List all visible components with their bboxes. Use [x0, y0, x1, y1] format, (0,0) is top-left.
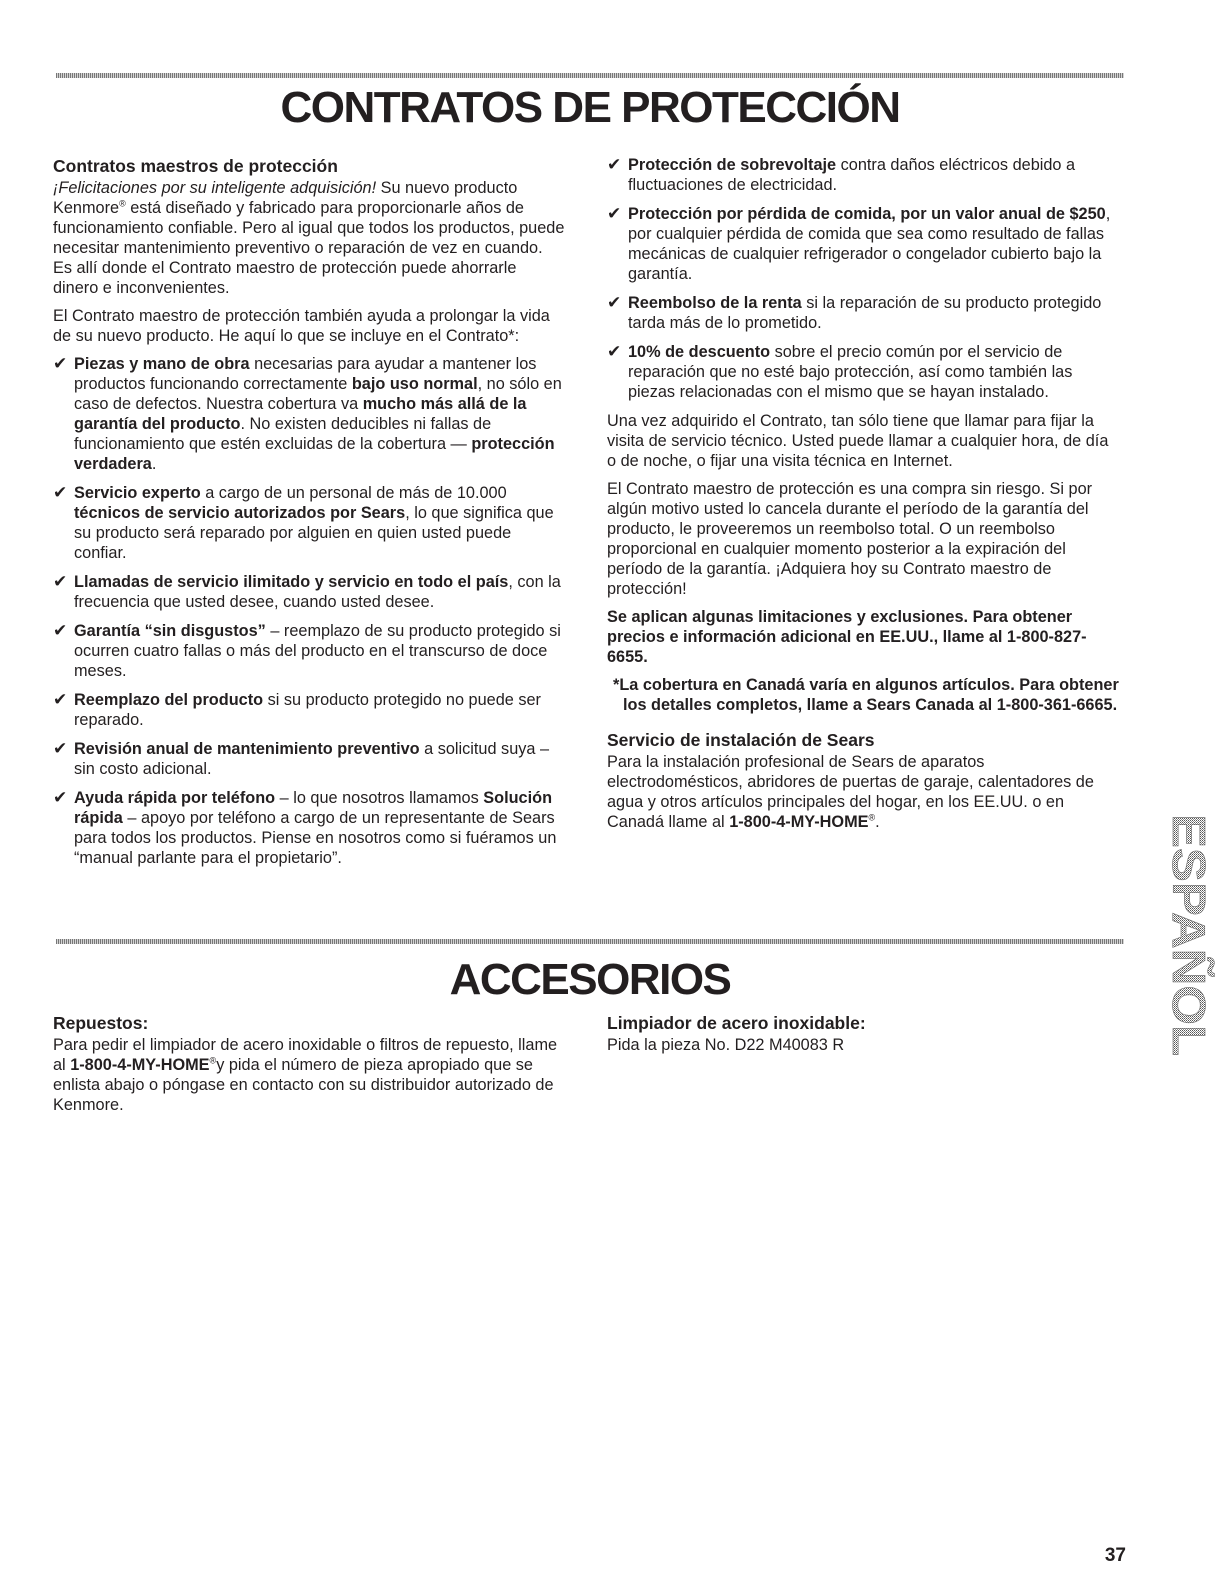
replacement-parts-heading: Repuestos:	[53, 1013, 149, 1033]
protection-left-column	[53, 155, 565, 877]
checkmark-icon: ✔	[607, 342, 622, 361]
side-tab-label: ESPAÑOL	[1163, 814, 1215, 1033]
checkmark-icon: ✔	[53, 788, 68, 807]
checkmark-icon: ✔	[53, 621, 68, 640]
accessories-right-column	[607, 1012, 1119, 1063]
list-item: ✔ Revisión anual de mantenimiento preventivo a solicitud suya – sin costo adicional.	[53, 739, 550, 778]
section-title-accessories: ACCESORIOS	[449, 955, 731, 1004]
coverage-list-continued	[607, 155, 1119, 402]
list-item: ✔ Llamadas de servicio ilimitado y servicio en todo el país, con la frecuencia que usted desee, cuando usted desee.	[53, 572, 561, 611]
coverage-list	[53, 354, 565, 868]
list-item: ✔ Protección por pérdida de comida, por un valor anual de $250, por cualquier pérdida de comida que sea como resultado de fallas mecánicas de cualquier refrigerador o congelador cubierto bajo la garantía.	[607, 204, 1111, 283]
installation-heading: Servicio de instalación de Sears	[607, 730, 875, 750]
risk-free-paragraph: El Contrato maestro de protección es una compra sin riesgo. Si por algún motivo usted lo cancela durante el período de la garantía del producto, le proveeremos un reembolso total. O un reembolso proporcional en cualquier momento posterior a la expiración del período de la garantía. ¡Adquiera hoy su Contrato maestro de protección!	[607, 480, 1093, 598]
intro-paragraph: ¡Felicitaciones por su inteligente adquisición! Su nuevo producto Kenmore® está diseñado y fabricado para proporcionarle años de funcionamiento confiable. Pero al igual que todos los productos, puede necesitar mantenimiento preventivo o reparación de vez en cuando. Es allí donde el Contrato maestro de protección puede ahorrarle dinero e inconvenientes.	[53, 179, 565, 297]
checkmark-icon: ✔	[53, 690, 68, 709]
list-item: ✔ Garantía “sin disgustos” – reemplazo de su producto protegido si ocurren cuatro fallas o más del producto en el transcurso de doce meses.	[53, 621, 561, 680]
limitations-note: Se aplican algunas limitaciones y exclusiones. Para obtener precios e información adicional en EE.UU., llame al 1-800-827-6655.	[607, 608, 1087, 666]
protection-right-column	[607, 155, 1119, 840]
checkmark-icon: ✔	[53, 572, 68, 591]
checkmark-icon: ✔	[53, 354, 68, 373]
canada-note: *La cobertura en Canadá varía en algunos artículos. Para obtener los detalles completos, llame a Sears Canada al 1-800-361-6665.	[613, 676, 1119, 714]
checkmark-icon: ✔	[53, 483, 68, 502]
master-contracts-heading: Contratos maestros de protección	[53, 156, 338, 176]
list-item: ✔ Reemplazo del producto si su producto protegido no puede ser reparado.	[53, 690, 541, 729]
stainless-cleaner-part: Pida la pieza No. D22 M40083 R	[607, 1036, 845, 1054]
checkmark-icon: ✔	[607, 293, 622, 312]
list-item: ✔ Protección de sobrevoltaje contra daños eléctricos debido a fluctuaciones de electricidad.	[607, 155, 1076, 194]
list-item: ✔ Ayuda rápida por teléfono – lo que nosotros llamamos Solución rápida – apoyo por teléfono a cargo de un representante de Sears para todos los productos. Piense en nosotros como si fuéramos un “manual parlante para el propietario”.	[53, 788, 557, 867]
page-number: 37	[1104, 1545, 1126, 1566]
stainless-cleaner-heading: Limpiador de acero inoxidable:	[607, 1013, 866, 1033]
installation-paragraph: Para la instalación profesional de Sears de aparatos electrodomésticos, abridores de puertas de garaje, calentadores de agua y otros artículos principales del hogar, en los EE.UU. o en Canadá llame al 1-800-4-MY-HOME®.	[607, 753, 1094, 831]
list-item: ✔ 10% de descuento sobre el precio común por el servicio de reparación que no esté bajo protección, así como también las piezas relacionadas con el mismo que se hayan instalado.	[607, 342, 1073, 401]
list-item: ✔ Piezas y mano de obra necesarias para ayudar a mantener los productos funcionando correctamente bajo uso normal, no sólo en caso de defectos. Nuestra cobertura va mucho más allá de la garantía del producto. No existen deducibles ni fallas de funcionamiento que estén excluidas de la cobertura — protección verdadera.	[53, 354, 562, 473]
checkmark-icon: ✔	[607, 155, 622, 174]
middle-divider	[56, 939, 1124, 944]
includes-paragraph: El Contrato maestro de protección también ayuda a prolongar la vida de su nuevo producto. He aquí lo que se incluye en el Contrato*:	[53, 307, 550, 345]
checkmark-icon: ✔	[53, 739, 68, 758]
list-item: ✔ Reembolso de la renta si la reparación de su producto protegido tarda más de lo prometido.	[607, 293, 1102, 332]
checkmark-icon: ✔	[607, 204, 622, 223]
call-paragraph: Una vez adquirido el Contrato, tan sólo tiene que llamar para fijar la visita de servicio técnico. Usted puede llamar a cualquier hora, de día o de noche, o fijar una visita técnica en Internet.	[607, 412, 1109, 470]
accessories-left-column	[53, 1012, 565, 1123]
language-side-tab	[1129, 810, 1215, 1060]
list-item: ✔ Servicio experto a cargo de un personal de más de 10.000 técnicos de servicio autorizados por Sears, lo que significa que su producto será reparado por alguien en quien usted puede confiar.	[53, 483, 554, 562]
replacement-parts-paragraph: Para pedir el limpiador de acero inoxidable o filtros de repuesto, llame al 1-800-4-MY-HOME®y pida el número de pieza apropiado que se enlista abajo o póngase en contacto con su distribuidor autorizado de Kenmore.	[53, 1036, 558, 1114]
top-divider	[56, 73, 1124, 78]
section-title-protection: CONTRATOS DE PROTECCIÓN	[280, 83, 900, 132]
